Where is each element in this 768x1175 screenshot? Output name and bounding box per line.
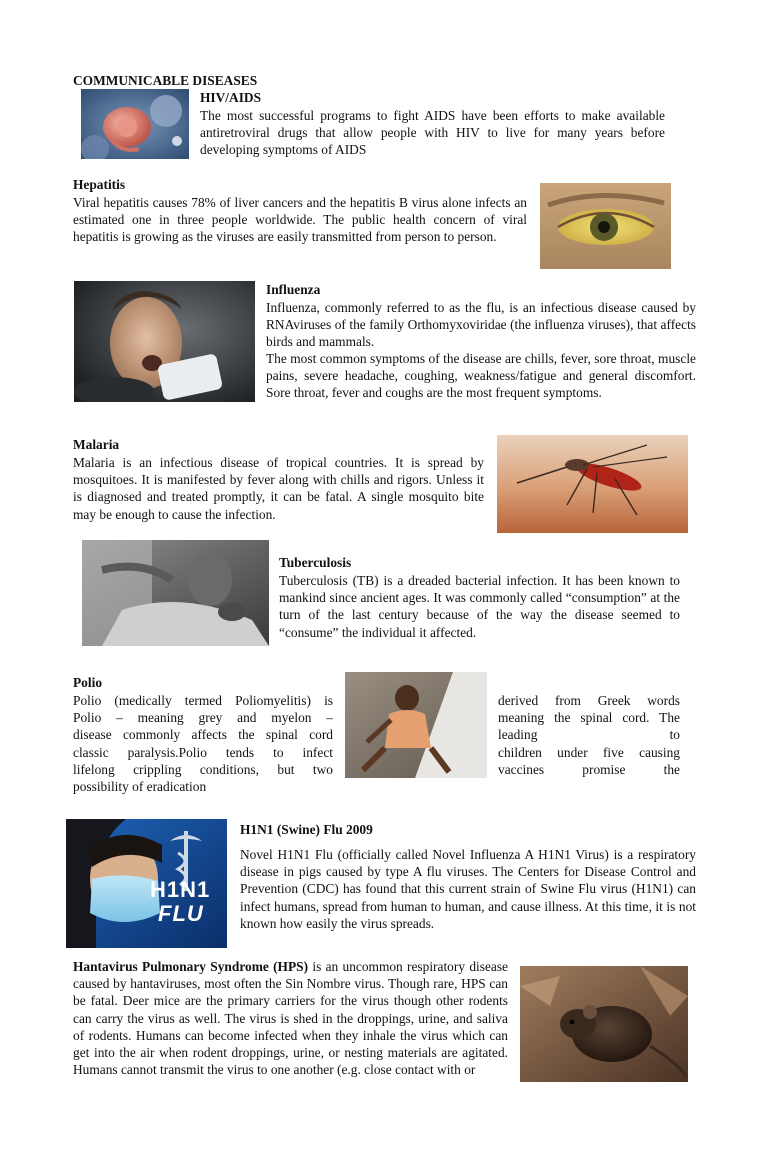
polio-right-line: children under five causing — [498, 744, 680, 760]
flu-image-text: FLU — [158, 901, 204, 926]
mosquito-image — [497, 435, 688, 533]
polio-left-column — [73, 692, 333, 795]
polio-right-line: vaccines promise the — [498, 761, 680, 777]
influenza-body-2: The most common symptoms of the disease are chills, fever, sore throat, muscle pains, severe headache, coughing, weakness/fatigue and general discomfort. Sore throat, fever and coughs are the most frequent symptoms. — [266, 351, 696, 401]
hps-heading: Hantavirus Pulmonary Syndrome (HPS) — [73, 959, 309, 974]
hepatitis-body: Viral hepatitis causes 78% of liver cancers and the hepatitis B virus alone infects an estimated one in three people worldwide. The public health concern of viral hepatitis is growing as the viruses are easily transmitted from person to person. — [73, 195, 527, 245]
polio-left-line: classic paralysis.Polio tends to infect — [73, 744, 333, 760]
polio-heading: Polio — [73, 675, 103, 690]
h1n1-body: Novel H1N1 Flu (officially called Novel Influenza A H1N1 Virus) is a respiratory disease in pigs caused by type A flu viruses. The Centers for Disease Control and Prevention (CDC) has found that this current strain of Swine Flu virus (H1N1) can infect humans, spread from human to human, and cause illness. At this time, it is not known how easily the virus spreads. — [240, 847, 696, 931]
page-title: COMMUNICABLE DISEASES — [73, 73, 258, 88]
polio-right-line: leading to — [498, 727, 680, 743]
polio-left-line: Polio (medically termed Poliomyelitis) is — [73, 693, 333, 708]
hiv-virus-image — [81, 89, 189, 159]
hps-paragraph — [73, 958, 508, 1078]
hiv-body: The most successful programs to fight AIDS have been efforts to make available antiretroviral drugs that allow people with HIV to live for many years before developing symptoms of AIDS — [200, 108, 665, 158]
hps-body: is an uncommon respiratory disease caused by hantaviruses, most often the Sin Nombre virus. Though rare, HPS can be fatal. Deer mice are the primary carriers for the virus though other rodents can carry the virus as well. The virus is shed in the droppings, urine, and saliva of rodents. Humans can become infected when they inhale the virus which can get into the air when rodent droppings, urine, or nesting materials are agitated. Humans cannot transmit the virus to one another (e.g. close contact with or — [73, 959, 508, 1078]
malaria-heading: Malaria — [73, 437, 120, 452]
polio-left-line: possibility of eradication — [73, 779, 207, 795]
jaundiced-eye-image — [540, 183, 671, 269]
h1n1-image-text: H1N1 — [150, 877, 211, 902]
polio-right-line: meaning the spinal cord. The — [498, 710, 680, 726]
polio-right-line: derived from Greek words — [498, 693, 680, 708]
tuberculosis-patient-image — [82, 540, 269, 646]
sneezing-man-image — [74, 281, 255, 402]
influenza-body-1: Influenza, commonly referred to as the flu, is an infectious disease caused by RNAviruses of the family Orthomyxoviridae (the influenza viruses), that affects birds and mammals. — [266, 300, 696, 350]
hepatitis-heading: Hepatitis — [73, 177, 126, 192]
deer-mouse-image — [520, 966, 688, 1082]
influenza-heading: Influenza — [266, 282, 321, 297]
tuberculosis-body: Tuberculosis (TB) is a dreaded bacterial infection. It has been known to mankind since ancient ages. It was commonly called “consumption” at the turn of the last century because of the way the disease seemed to “consume” the individual it affected. — [279, 573, 680, 640]
hiv-heading: HIV/AIDS — [200, 90, 262, 105]
malaria-body: Malaria is an infectious disease of tropical countries. It is spread by mosquitoes. It is manifested by fever along with chills and rigors. Unless it is diagnosed and treated promptly, it can be fatal. A single mosquito bite may be enough to cause the infection. — [73, 455, 484, 522]
polio-left-line: lifelong crippling conditions, but two — [73, 761, 333, 777]
tuberculosis-heading: Tuberculosis — [279, 555, 352, 570]
polio-right-column — [498, 692, 680, 778]
polio-left-line: disease commonly affects the spinal cord — [73, 727, 333, 743]
polio-left-line: Polio – meaning grey and myelon – — [73, 710, 333, 726]
h1n1-heading: H1N1 (Swine) Flu 2009 — [240, 822, 373, 837]
h1n1-flu-image — [66, 819, 227, 948]
polio-child-image — [345, 672, 487, 778]
